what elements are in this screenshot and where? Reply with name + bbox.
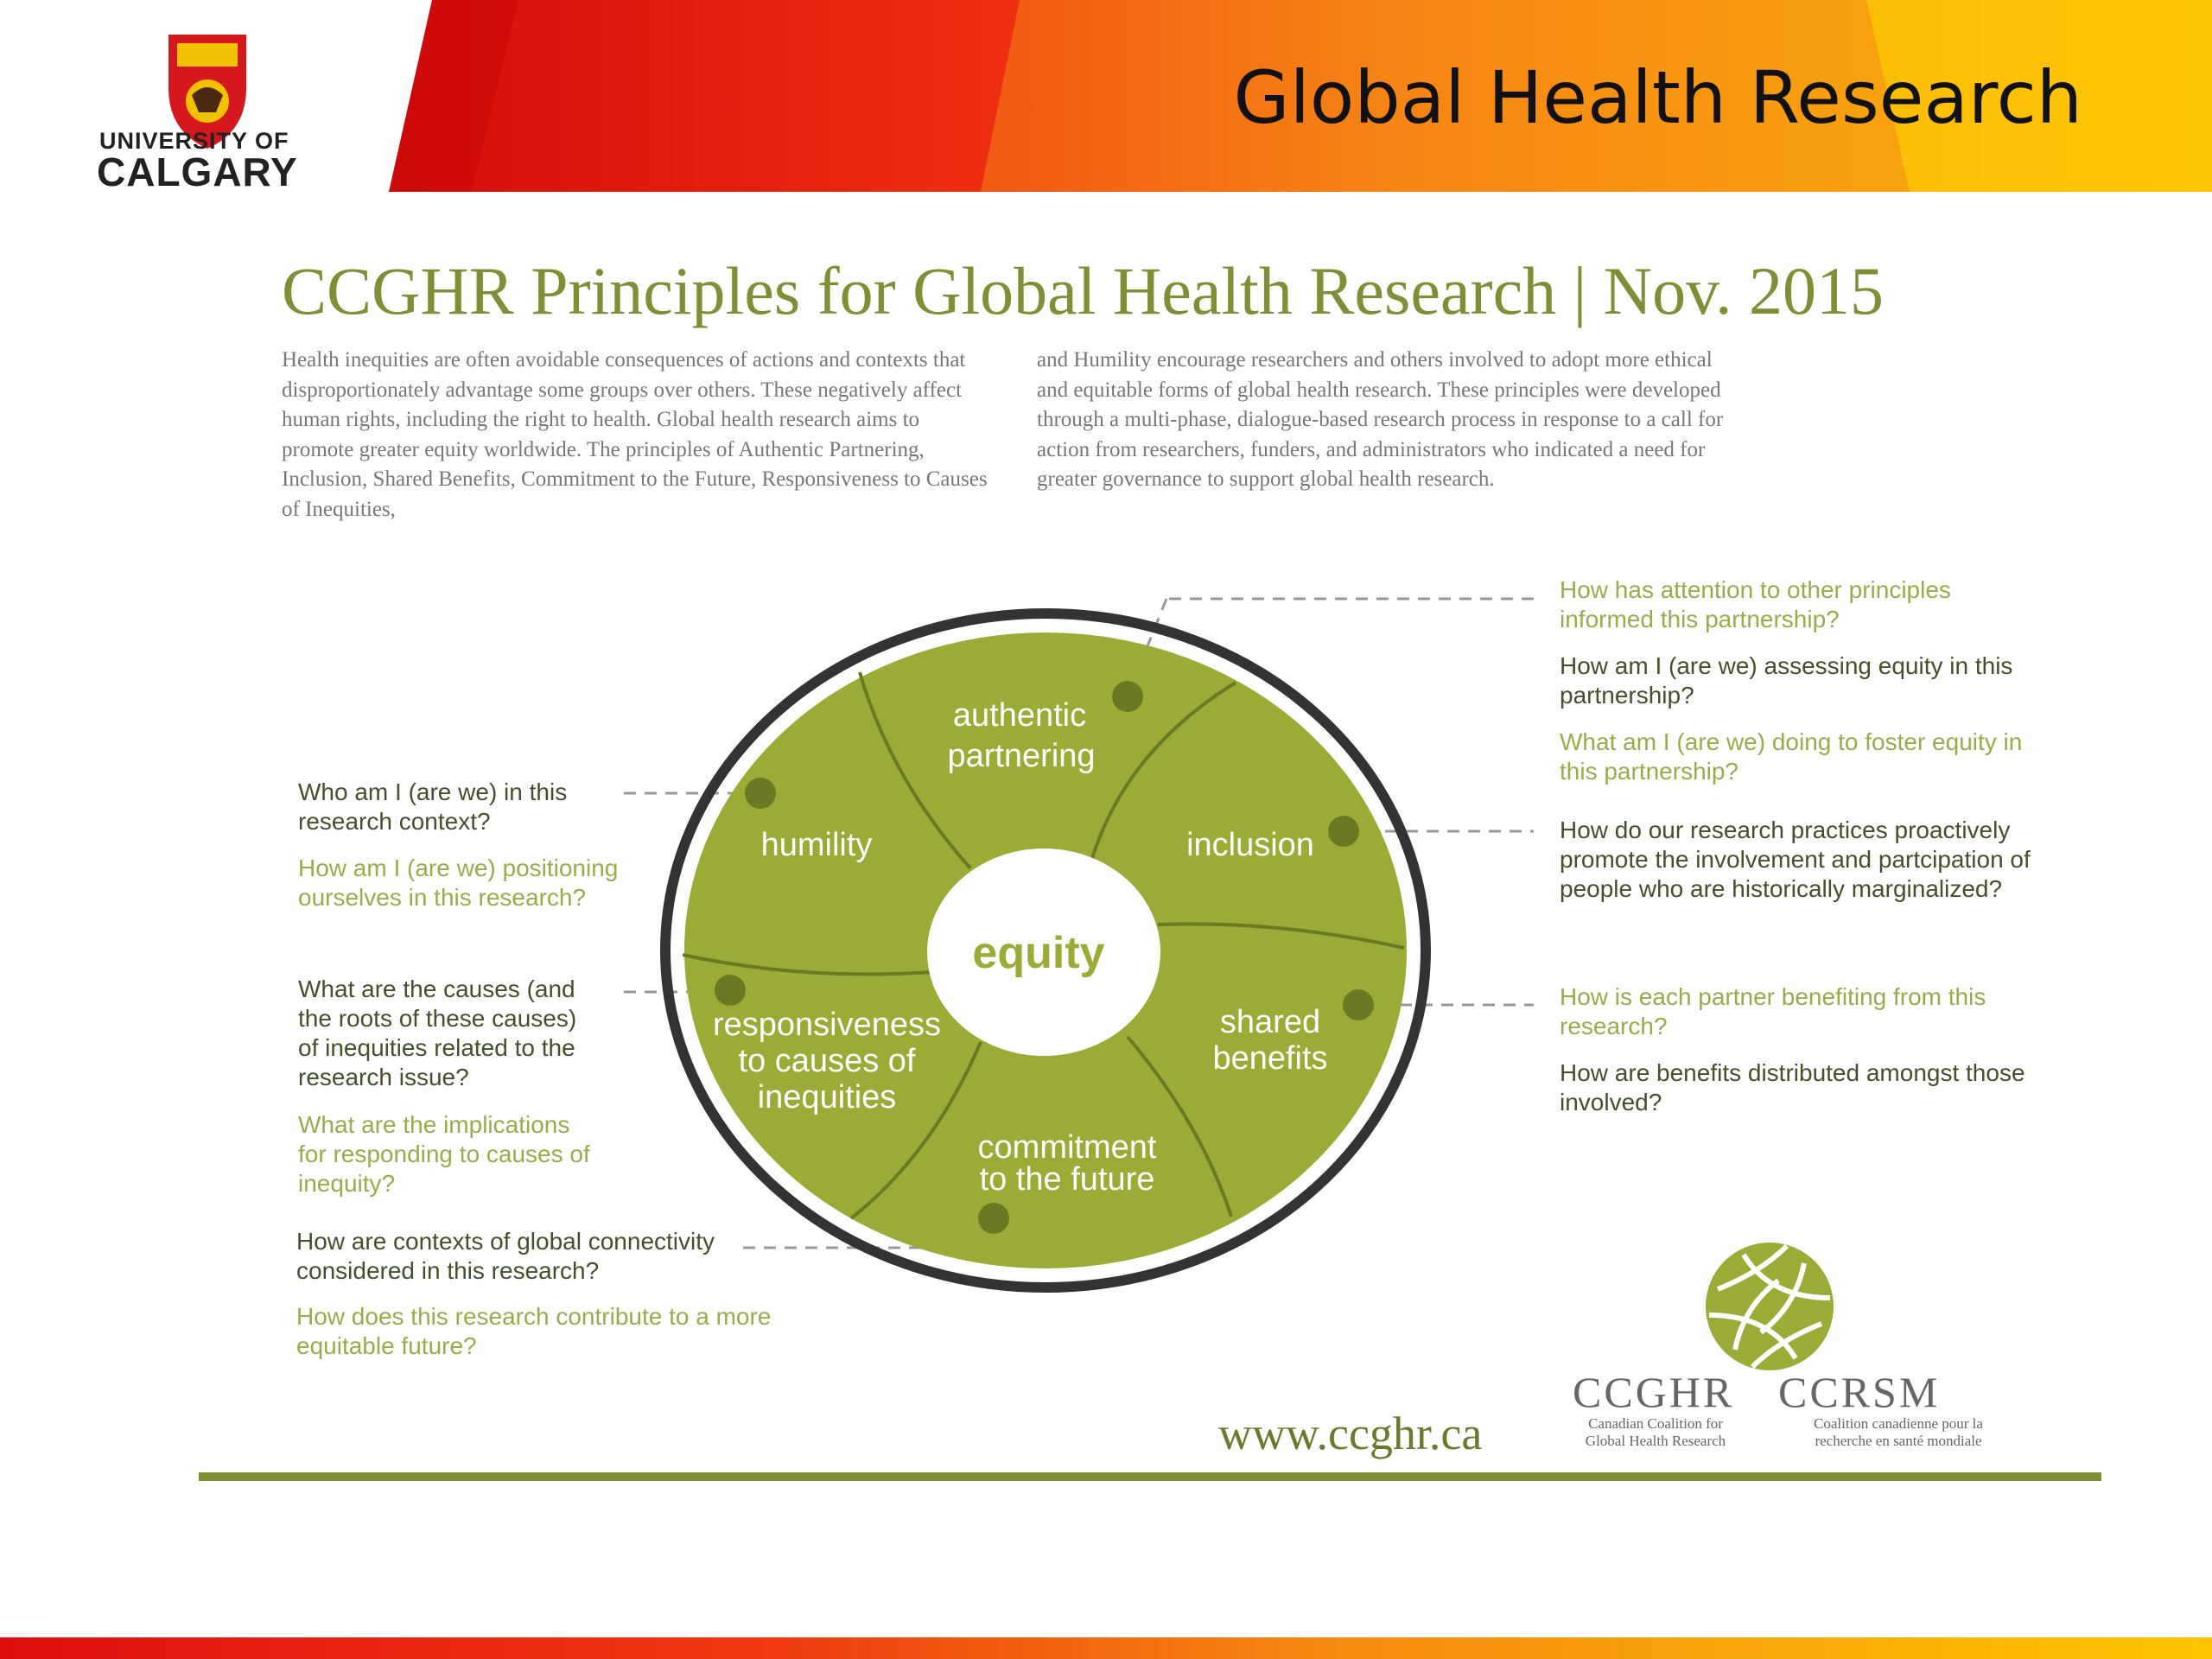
segment-inclusion: inclusion xyxy=(1186,827,1314,863)
footer-banner xyxy=(0,1637,2212,1659)
org-name-en-line1: Canadian Coalition for xyxy=(1588,1415,1723,1432)
question-commitment-1: How are contexts of global connectivity considered in this research? xyxy=(296,1228,715,1284)
question-shared-1: How is each partner benefiting from this research? xyxy=(1560,983,1986,1039)
org-name-en-line2: Global Health Research xyxy=(1585,1433,1726,1449)
logo-text-calgary: CALGARY xyxy=(97,149,298,194)
segment-commitment-line1: commitment xyxy=(977,1129,1157,1166)
segment-responsiveness-line2: to causes of xyxy=(738,1043,916,1079)
question-humility-2: How am I (are we) positioning ourselves in this research? xyxy=(298,855,619,911)
marker-responsiveness xyxy=(715,975,746,1006)
marker-commitment xyxy=(978,1203,1009,1234)
question-responsiveness-1: What are the causes (and the roots of these causes) of inequities related to the research issue? xyxy=(298,976,577,1090)
marker-shared xyxy=(1343,989,1374,1020)
question-commitment-2: How does this research contribute to a more equitable future? xyxy=(296,1303,772,1359)
org-name-fr-line1: Coalition canadienne pour la xyxy=(1814,1415,1983,1432)
marker-humility xyxy=(745,778,776,809)
org-name-en xyxy=(1552,1415,1759,1450)
org-name-fr xyxy=(1773,1415,2024,1450)
marker-inclusion xyxy=(1328,816,1359,847)
segment-shared-line1: shared xyxy=(1219,1004,1321,1040)
segment-responsiveness-line3: inequities xyxy=(757,1079,897,1116)
question-authentic-1: How has attention to other principles informed this partnership? xyxy=(1560,576,1951,632)
intro-paragraph-right: and Humility encourage researchers and others involved to adopt more ethical and equitable forms of global health research. These principles were developed through a multi-phase, dialogue-based research process in response to a call for action from researchers, funders, and administrators who indicated a need for greater governance to support global health research. xyxy=(1037,348,1724,491)
slide-title: Global Health Research xyxy=(1233,55,2082,140)
marker-authentic xyxy=(1112,681,1143,712)
segment-commitment-line2: to the future xyxy=(979,1161,1155,1198)
segment-responsiveness-line1: responsiveness xyxy=(712,1007,942,1043)
website-url: www.ccghr.ca xyxy=(1218,1408,1483,1459)
segment-shared-line2: benefits xyxy=(1212,1040,1328,1077)
poster-title: CCGHR Principles for Global Health Research | Nov. 2015 xyxy=(282,253,1885,328)
ccghr-emblem xyxy=(1706,1243,1834,1370)
segment-authentic-line1: authentic xyxy=(952,697,1087,734)
question-humility-1: Who am I (are we) in this research context? xyxy=(298,779,568,835)
center-label-equity: equity xyxy=(972,928,1105,978)
org-name-fr-line2: recherche en santé mondiale xyxy=(1815,1433,1982,1449)
intro-paragraph-left: Health inequities are often avoidable consequences of actions and contexts that disproportionately advantage some groups over others. These negatively affect human rights, including the right to health. Global health research aims to promote greater equity worldwide. The principles of Authentic Partnering, Inclusion, Shared Benefits, Commitment to the Future, Responsiveness to Causes of Inequities, xyxy=(282,348,988,521)
segment-authentic-line2: partnering xyxy=(947,738,1096,774)
org-abbr-fr: CCRSM xyxy=(1778,1368,1941,1416)
poster-bottom-rule xyxy=(199,1472,2101,1481)
question-authentic-2: How am I (are we) assessing equity in this partnership? xyxy=(1560,652,2013,709)
logo-text-university-of: UNIVERSITY OF xyxy=(99,128,289,154)
question-shared-2: How are benefits distributed amongst those involved? xyxy=(1560,1059,2025,1116)
question-inclusion-1: How do our research practices proactively promote the involvement and partcipation of people who are historically marginalized? xyxy=(1560,817,2031,902)
question-authentic-3: What am I (are we) doing to foster equity in this partnership? xyxy=(1560,728,2023,785)
question-responsiveness-2: What are the implications for responding to causes of inequity? xyxy=(298,1111,590,1197)
segment-humility: humility xyxy=(760,827,873,863)
org-abbr-en: CCGHR xyxy=(1573,1368,1735,1416)
